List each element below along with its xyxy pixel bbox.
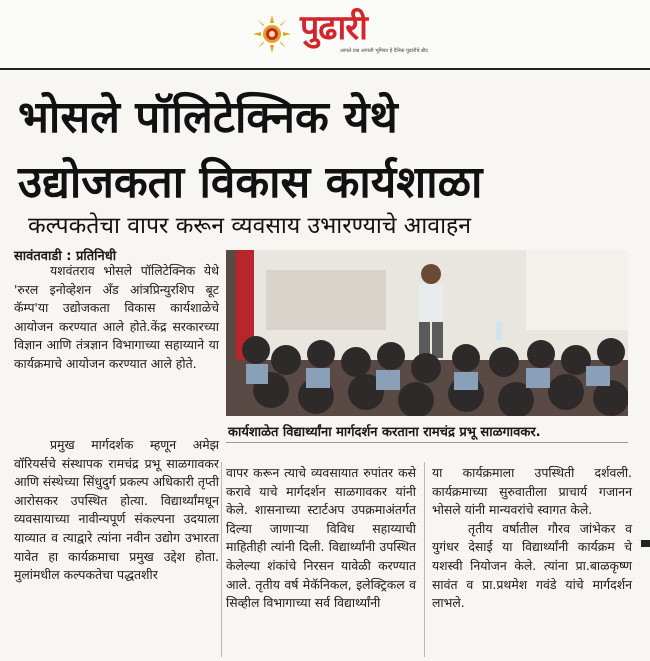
workshop-photo-image <box>226 250 628 416</box>
sun-emblem-icon <box>252 14 292 54</box>
masthead <box>0 0 650 70</box>
masthead-tagline: आपले प्रश्न आपली भूमिका हे दैनिक पुढारीचे ब्रीद <box>340 48 428 54</box>
page-edge-marker <box>641 540 650 547</box>
headline-line-2: उद्योजकता विकास कार्यशाळा <box>18 157 483 208</box>
headline-line-1: भोसले पॉलिटेक्निक येथे <box>18 92 398 143</box>
caption-divider <box>226 442 628 443</box>
body-column-3 <box>432 464 632 613</box>
body-paragraph: या कार्यक्रमाला उपस्थिती दर्शवली. कार्यक्रमाच्या सुरुवातीला प्राचार्य गजानन भोसले यांनी मान्यवरांचे स्वागत केले. <box>432 465 632 518</box>
subheadline: कल्पकतेचा वापर करून व्यवसाय उभारण्याचे आवाहन <box>28 213 472 239</box>
column-divider <box>424 462 425 657</box>
workshop-photo <box>226 250 628 416</box>
column-divider <box>221 462 222 657</box>
body-paragraph: यशवंतराव भोसले पॉलिटेक्निक येथे 'रुरल इनोव्हेशन अँड आंत्रप्रिन्युरशिप बूट कॅम्प'या उद्योजकता विकास कार्यशाळेचे आयोजन करण्यात आले होते.केंद्र सरकारच्या विज्ञान आणि तंत्रज्ञान विभागाच्या सहाय्याने या कार्यक्रमाचे आयोजन करण्यात आले होते. <box>14 263 219 371</box>
body-paragraph: प्रमुख मार्गदर्शक म्हणून अमेझ वॉरियर्सचे संस्थापक रामचंद्र प्रभू साळगावकर आणि संस्थेच्या सिंधुदुर्ग प्रकल्प अधिकारी तृप्ती आरोसकर उपस्थित होत्या. विद्यार्थ्यांमधून व्यवसायाच्या नावीन्यपूर्ण संकल्पना उदयाला याव्यात व त्याद्वारे त्यांना नवीन उद्योग उभारता यावेत हा कार्यक्रमाचा प्रमुख उद्देश होता. मुलांमधील कल्पकतेचा पद्धतशीर <box>14 437 219 583</box>
newspaper-logo: पुढारी <box>300 8 367 48</box>
body-column-1-bottom <box>14 436 219 585</box>
dateline: सावंतवाडी : प्रतिनिधी <box>14 249 117 264</box>
body-paragraph: तृतीय वर्षातील गौरव जांभेकर व युगंधर देसाई या विद्यार्थ्यांनी कार्यक्रम चे यशस्वी नियोजन केले. त्यांना प्रा.बाळकृष्ण सावंत व प्रा.प्रथमेश गवंडे यांचे मार्गदर्शन लाभले. <box>432 520 632 611</box>
body-column-1-top <box>14 262 219 374</box>
photo-caption: कार्यशाळेत विद्यार्थ्यांना मार्गदर्शन करताना रामचंद्र प्रभू साळगावकर. <box>228 425 541 440</box>
body-column-2 <box>226 464 416 613</box>
body-paragraph: वापर करून त्याचे व्यवसायात रुपांतर कसे करावे याचे मार्गदर्शन साळगावकर यांनी केले. शासनाच्या स्टार्टअप उपक्रमाअंतर्गत दिल्या जाणाऱ्या विविध सहाय्याची माहितीही त्यांनी दिली. विद्यार्थ्यांनी उपस्थित केलेल्या शंकांचे निरसन यावेळी करण्यात आले. तृतीय वर्ष मेकॅनिकल, इलेक्ट्रिकल व सिव्हील विभागाच्या सर्व विद्यार्थ्यांनी <box>226 465 416 611</box>
masthead-divider <box>0 68 650 70</box>
